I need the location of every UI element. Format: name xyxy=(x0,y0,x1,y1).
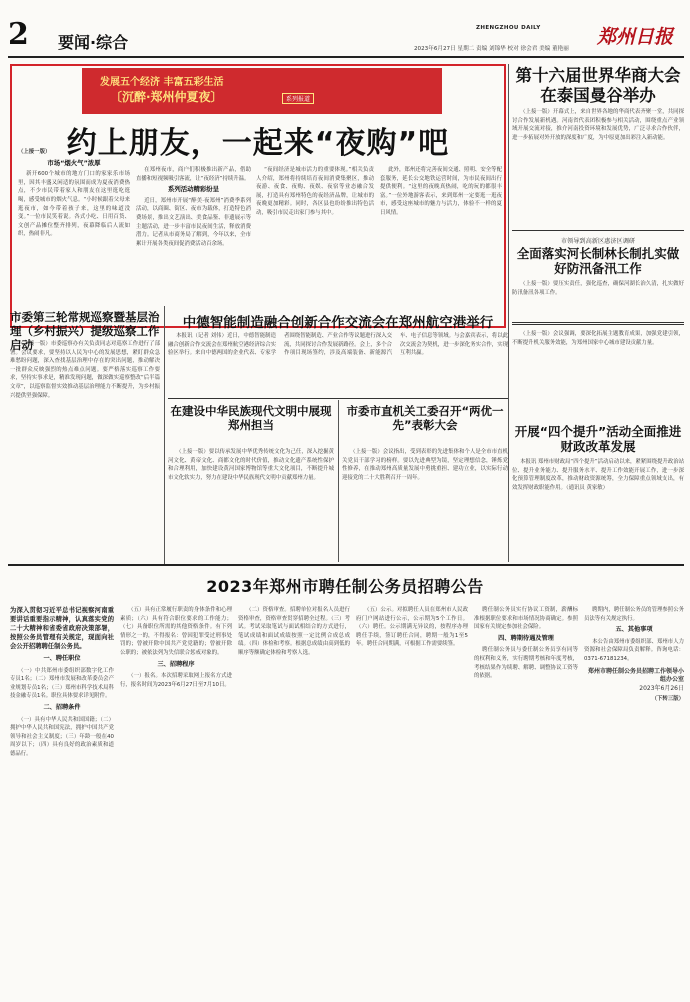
article-body xyxy=(168,448,334,560)
article-body xyxy=(512,108,684,228)
article-body xyxy=(10,340,160,560)
continued-note: （下转三版） xyxy=(651,696,684,703)
notice-column-1 xyxy=(10,606,114,994)
divider xyxy=(512,322,684,323)
article-body xyxy=(342,448,508,560)
paper-logo: 郑州日报 xyxy=(597,26,674,48)
paragraph: 此外，郑州还将完善夜间交通、照明、安全等配套服务，延长公交地铁运营时间，为市民夜间出行提供便利。“这里的夜晚真热闹，吃的玩的都很丰富。”一位外地游客表示，来到郑州一定要逛一逛夜市，感受这座城市的魅力与活力，体验不一样的夏日风情。 xyxy=(380,167,502,216)
notice-issuer: 郑州市聘任制公务员招聘工作领导小组办公室 xyxy=(587,667,684,684)
page-number: 2 xyxy=(8,17,29,52)
paragraph: 本报讯（记者 刘伟）近日，中德智能制造融合创新合作交流会在郑州航空港经济综合实验区举行。来自中德两国的企业代表、专家学者围绕智能制造、产业合作等议题进行深入交流，共同探讨合作发展新路径。会上，多个合作项目现场签约，涉及高端装备、新能源汽车、电子信息等领域。与会嘉宾表示，将以此次交流会为契机，进一步深化务实合作，实现互利共赢。 xyxy=(168,333,508,357)
column-divider xyxy=(508,64,509,562)
subhead: 市场“烟火气”浓厚 xyxy=(47,158,101,167)
feature-headline: 约上朋友，一起来“夜购”吧 xyxy=(66,126,450,161)
section-rule xyxy=(8,564,684,566)
column-divider xyxy=(164,306,165,564)
article-body xyxy=(512,458,684,562)
article-headline: 市委市直机关工委召开“两优一先”表彰大会 xyxy=(346,404,504,432)
paragraph: （一）报名。本次招聘采取网上报名方式进行，报名时间为2023年6月27日至7月10日。 xyxy=(120,673,232,688)
section-heading: 四、聘期待遇及管理 xyxy=(498,634,554,642)
notice-date: 2023年6月26日 xyxy=(639,684,684,692)
paragraph: 聘任制公务员实行协议工资制，薪酬标准根据职位要求和市场情况协商确定。参照国家有关规定参加社会保险。 xyxy=(474,607,578,631)
section-name: 要闻·综合 xyxy=(58,33,129,52)
feature-column-1 xyxy=(18,148,130,326)
paragraph: 聘任制公务员与委任制公务员享有同等的权利和义务，实行聘期考核和年度考核，考核结果作为续聘、解聘、调整协议工资等的依据。 xyxy=(474,647,578,680)
paragraph: 本公告由郑州市委组织部、郑州市人力资源和社会保障局负责解释。咨询电话：0371-67181234。 xyxy=(584,638,684,662)
article-headline: 开展“四个提升”活动全面推进财政改革发展 xyxy=(514,424,682,454)
article-headline: 市委第三轮常规巡察暨基层治理（乡村振兴）提级巡察工作启动 xyxy=(10,310,160,352)
section-heading: 三、招聘程序 xyxy=(157,660,195,668)
paragraph: 在郑州夜市，商户们积极推出新产品，借助直播和短视频吸引客流，让“夜经济”持续升温。 xyxy=(136,167,251,182)
article-body xyxy=(168,332,508,394)
paragraph: （五）公示。对拟聘任人员在郑州市人民政府门户网站进行公示，公示期为5个工作日。（六）聘任。公示期满无异议的，按程序办理聘任手续，签订聘任合同，聘期一般为1至5年。聘任合同期满，可根据工作需要续签。 xyxy=(356,607,468,648)
section-heading: 一、聘任职位 xyxy=(43,655,81,662)
feature-column-4 xyxy=(380,166,502,324)
subhead: 系列活动精彩纷呈 xyxy=(167,185,220,194)
section-heading: 二、招聘条件 xyxy=(43,703,81,711)
paragraph: 本报讯 郑州市财政局“四个提升”活动启动以来，紧紧围绕提升政治站位、提升业务能力、提升服务水平、提升工作效能开展工作，进一步深化预算管理制度改革，推动财政资源统筹，全力保障重点领域支出，有效发挥财政职能作用。（通讯员 黄家敏） xyxy=(512,459,684,491)
feature-column-3 xyxy=(256,166,374,324)
article-headline: 全面落实河长制林长制扎实做好防汛备汛工作 xyxy=(516,246,680,276)
feature-article xyxy=(10,64,506,328)
banner-slogan: 发展五个经济 丰富五彩生活 xyxy=(100,77,224,88)
notice-intro: 为深入贯彻习近平总书记视察河南重要讲话重要指示精神，认真落实党的二十大精神和省委省政府决策部署，按照公务员管理有关规定，现面向社会公开招聘聘任制公务员。 xyxy=(10,607,114,650)
paragraph: （上接一版）要压实责任，强化巡查，确保河湖长治久清，扎实做好防汛备汛各项工作。 xyxy=(512,281,684,296)
paragraph: （上接一版）开幕式上，来自世界各地的华商代表齐聚一堂，共同探讨合作发展新机遇。河南省代表团积极参与相关活动，围绕重点产业领域开展交流对接，推介河南投资环境和发展优势，广泛寻求合作伙伴，进一步拓展对外开放的深度和广度，为中原更加出彩注入新动能。 xyxy=(512,109,684,141)
paragraph: 新开600个城市的地方门口的家家乐市场里，因其丰盛又闲适的氛围而成为夏夜消费热点，不少市民带着家人和朋友在这里逛吃逛喝，感受城市的烟火气息。“小时候跟着父母来逛夜市，如今带着孩子来，这里的味道没变。”一位市民笑着说。各式小吃、日用百货、文创产品摊位整齐排列，夜幕降临后人流如织，热闹非凡。 xyxy=(18,171,130,238)
paragraph: （上接一版）会议强调，要深化拓展主题教育成果，加强党建引领，不断提升机关服务效能，为郑州国家中心城市建设贡献力量。 xyxy=(512,331,684,346)
paragraph: （一）中共郑州市委组织部数字化工作专员1名；（二）郑州市发展和改革委员会产业规划专员1名；（三）郑州市科学技术局科技金融专员1名。职位具体要求详见附件。 xyxy=(10,667,114,700)
notice-column-3 xyxy=(238,606,350,994)
notice-column-5 xyxy=(474,606,578,994)
byline: （上接一版） xyxy=(18,149,51,155)
divider xyxy=(512,324,684,325)
paragraph: （上接一版）要以传承发展中华优秀传统文化为己任，深入挖掘黄河文化、黄帝文化、商都文化的时代价值，推动文化遗产系统性保护和合理利用，加快建设黄河国家博物馆等重大文化项目，不断提升城市文化软实力，努力在建设中华民族现代文明中贡献郑州力量。 xyxy=(168,449,334,481)
masthead xyxy=(0,0,690,58)
series-banner xyxy=(82,68,442,114)
paragraph: （一）具有中华人民共和国国籍；（二）拥护中华人民共和国宪法，拥护中国共产党领导和社会主义制度；（三）年龄一般在40周岁以下；（四）具有良好的政治素质和道德品行。 xyxy=(10,716,114,757)
paragraph: （上接一版）市委巡察办有关负责同志对巡察工作进行了部署。会议要求，要坚持以人民为中心的发展思想，紧盯群众急难愁盼问题，深入查找基层治理中存在的突出问题，推动解决一批群众反映强烈的热点难点问题。要严格落实巡察工作要求，坚持实事求是，精准发现问题，做深做实巡察整改“后半篇文章”，以巡察监督实效推动基层治理能力不断提升，为乡村振兴提供坚强保障。 xyxy=(10,341,160,399)
section-heading: 五、其他事项 xyxy=(615,626,653,634)
paragraph: 聘期内，聘任制公务员的管理参照公务员法等有关规定执行。 xyxy=(584,607,684,622)
paper-pinyin: ZHENGZHOU DAILY xyxy=(476,25,541,31)
article-headline: 在建设中华民族现代文明中展现郑州担当 xyxy=(170,404,332,432)
masthead-rule xyxy=(8,56,684,58)
paragraph: （上接一版）会议指出，受到表彰的先进集体和个人是全市市直机关党员干部学习的榜样。要以先进典型为镜，坚定理想信念，锤炼党性修养，在推动郑州高质量发展中勇挑重担、建功立业，以实际行动迎接党的二十大胜利召开一周年。 xyxy=(342,449,508,481)
column-divider xyxy=(338,400,339,562)
article-body xyxy=(512,330,684,420)
article-body xyxy=(512,280,684,316)
paragraph: （五）具有正常履行职责的身体条件和心理素质；（六）具有符合职位要求的工作能力；（七）具备职位所需的其他资格条件。有下列情形之一的，不得报名：曾因犯罪受过刑事处罚的；曾被开除中国共产党党籍的；曾被开除公职的；被依法列为失信联合惩戒对象的。 xyxy=(120,607,232,656)
article-headline: 第十六届世界华商大会在泰国曼谷举办 xyxy=(515,66,681,105)
notice-column-2 xyxy=(120,606,232,994)
paragraph: （二）资格审查。招聘单位对报名人员进行资格审查，资格审查贯穿招聘全过程。（三）考试。考试采取笔试与面试相结合的方式进行，笔试成绩和面试成绩按照一定比例合成总成绩。（四）体检和考察。根据总成绩由高到低的顺序等额确定体检和考察人选。 xyxy=(238,607,350,656)
issue-info: 2023年6月27日 星期二 责编 刘锦华 校对 徐会君 美编 董艳丽 xyxy=(414,46,569,52)
divider xyxy=(512,230,684,231)
divider xyxy=(168,398,508,399)
paragraph: “夜间经济是城市活力的重要体现。”相关负责人介绍，郑州将持续培育夜间消费集聚区，推动夜游、夜食、夜购、夜娱、夜宿等业态融合发展，打造具有郑州特色的夜经济品牌，让城市的夜晚更加精彩。同时，各区县也纷纷推出特色活动，吸引市民走出家门参与其中。 xyxy=(256,167,374,216)
banner-tag: 系列报道 xyxy=(282,93,314,104)
paragraph: 近日，郑州市开展“醉美·夜郑州”消费季系列活动，以商圈、街区、夜市为载体，打造特色消费场景，推出文艺演出、美食品鉴、非遗展示等主题活动，进一步丰富市民夜间生活，释放消费潜力。记者从市商务局了解到，今年以来，全市累计开展各类夜间促消费活动百余场。 xyxy=(136,197,251,247)
notice-column-6 xyxy=(584,606,684,994)
notice-headline: 2023年郑州市聘任制公务员招聘公告 xyxy=(206,577,484,596)
article-kicker: 市领导到高新区惠济区调研 xyxy=(560,238,636,245)
feature-column-2 xyxy=(136,166,251,324)
notice-column-4 xyxy=(356,606,468,994)
article-headline: 中德智能制造融合创新合作交流会在郑州航空港举行 xyxy=(182,315,494,331)
banner-series-name: 〔沉醉·郑州仲夏夜〕 xyxy=(110,90,223,104)
